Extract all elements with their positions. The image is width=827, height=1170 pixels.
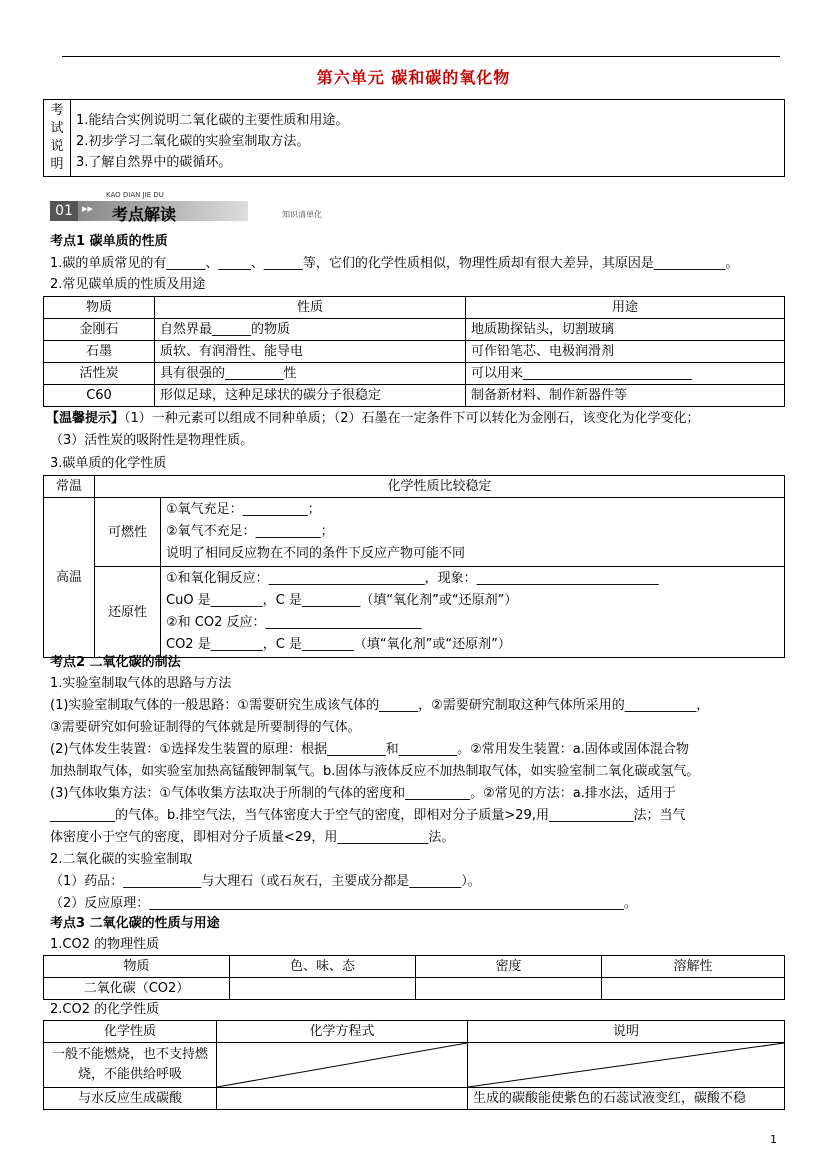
- exam-item: 3.了解自然界中的碳循环。: [76, 155, 232, 170]
- table-header-row: [44, 297, 785, 319]
- table-row: [44, 341, 785, 363]
- table-cell: 可以用来__________________________: [466, 363, 785, 385]
- exam-item: 2.初步学习二氧化碳的实验室制取方法。: [76, 134, 310, 149]
- kp2-line: (3)气体收集方法：①气体收集方法取决于所制的气体的密度和__________。②常见的方法：a.排水法，适用于: [50, 786, 676, 801]
- kp2-line: （1）药品：____________与大理石（或石灰石，主要成分都是________）。: [50, 874, 481, 889]
- kp2-line: ③需要研究如何验证制得的气体就是所要制得的气体。: [50, 720, 361, 735]
- diagonal-line: [468, 1043, 784, 1087]
- combustibility-content: [161, 498, 785, 567]
- table-cell: 一般不能燃烧，也不支持燃烧，不能供给呼吸: [44, 1043, 217, 1088]
- table-header: 物质: [44, 297, 155, 319]
- co2-physical-table: [43, 955, 785, 1000]
- kp2-line: 1.实验室制取气体的思路与方法: [50, 676, 232, 691]
- table-cell: [416, 978, 602, 1000]
- high-temp-label: 高温: [44, 498, 95, 658]
- carbon-simple-table: [43, 296, 785, 407]
- tip-line2: （3）活性炭的吸附性是物理性质。: [50, 433, 254, 448]
- kp2-line: __________的气体。b.排空气法，当气体密度大于空气的密度，即相对分子质量>29,用_____________法；当气: [50, 808, 686, 823]
- table-cell: 金刚石: [44, 319, 155, 341]
- carbon-chem-table: [43, 475, 785, 658]
- diagonal-line: [217, 1043, 467, 1087]
- table-header: 色、味、态: [230, 956, 416, 978]
- combustibility-label: 可燃性: [95, 498, 161, 567]
- kp3-line1: 1.CO2 的物理性质: [50, 937, 160, 952]
- kp1-line3: 3.碳单质的化学性质: [50, 456, 167, 471]
- table-cell: 二氧化碳（CO2）: [44, 978, 230, 1000]
- exam-label-char: 考: [50, 103, 64, 118]
- table-cell: 与水反应生成碳酸: [44, 1088, 217, 1110]
- co2-chem-table: [43, 1020, 785, 1110]
- kp2-heading: 考点2 二氧化碳的制法: [50, 655, 181, 670]
- table-cell: 自然界最______的物质: [155, 319, 466, 341]
- table-header: 性质: [155, 297, 466, 319]
- kp2-line: 加热制取气体，如实验室加热高锰酸钾制氧气。b.固体与液体反应不加热制取气体，如实验室制二氧化碳或氢气。: [50, 764, 700, 779]
- normal-temp-desc: 化学性质比较稳定: [95, 476, 785, 498]
- kp3-heading: 考点3 二氧化碳的性质与用途: [50, 916, 220, 931]
- combustibility-line: 说明了相同反应物在不同的条件下反应产物可能不同: [166, 546, 466, 561]
- table-header: 化学方程式: [217, 1021, 468, 1043]
- exam-label-char: 明: [50, 157, 64, 172]
- table-row: [44, 319, 785, 341]
- table-cell: 地质勘探钻头，切割玻璃: [466, 319, 785, 341]
- table-header: 用途: [466, 297, 785, 319]
- exam-description-box: [43, 99, 785, 177]
- table-header: 说明: [468, 1021, 785, 1043]
- kp2-line: (1)实验室制取气体的一般思路：①需要研究生成该气体的______，②需要研究制取这种气体所采用的___________，: [50, 698, 710, 713]
- banner-subtitle: 知识清单化: [282, 210, 322, 219]
- table-cell: 石墨: [44, 341, 155, 363]
- section-banner: [50, 191, 380, 224]
- table-row: [44, 385, 785, 407]
- combustibility-line: ①氧气充足：__________；: [166, 502, 321, 517]
- table-cell: 形似足球，这种足球状的碳分子很稳定: [155, 385, 466, 407]
- table-header: 密度: [416, 956, 602, 978]
- kp2-line: 体密度小于空气的密度，即相对分子质量<29，用______________法。: [50, 830, 455, 845]
- table-row: [44, 363, 785, 385]
- banner-title: 考点解读: [112, 205, 177, 224]
- diagonal-cell: [217, 1043, 468, 1088]
- banner-arrows-icon: ▸▸: [82, 202, 94, 215]
- table-cell: 活性炭: [44, 363, 155, 385]
- normal-temp-label: 常温: [44, 476, 95, 498]
- tip-label: 【温馨提示】: [46, 411, 125, 426]
- exam-items: [71, 100, 785, 177]
- reducibility-line: ②和 CO2 反应：________________________: [166, 615, 422, 630]
- page-number: 1: [770, 1133, 777, 1146]
- table-cell: 生成的碳酸能使紫色的石蕊试液变红，碳酸不稳: [468, 1088, 785, 1110]
- exam-label-char: 说: [50, 139, 64, 154]
- table-cell: 制备新材料、制作新器件等: [466, 385, 785, 407]
- banner-pinyin: KAO DIAN JIE DU: [106, 191, 164, 199]
- table-cell: [230, 978, 416, 1000]
- kp1-line2: 2.常见碳单质的性质及用途: [50, 277, 206, 292]
- reducibility-line: CuO 是________，C 是_________（填“氧化剂”或“还原剂”）: [166, 593, 518, 608]
- table-header: 溶解性: [602, 956, 785, 978]
- diagonal-cell: [468, 1043, 785, 1088]
- table-cell: 可作铅笔芯、电极润滑剂: [466, 341, 785, 363]
- table-cell: 具有很强的_________性: [155, 363, 466, 385]
- kp1-line1: 1.碳的单质常见的有______、_____、______等，它们的化学性质相似，物理性质却有很大差异，其原因是___________。: [50, 256, 739, 271]
- kp3-line2: 2.CO2 的化学性质: [50, 1002, 160, 1017]
- reducibility-line: CO2 是________，C 是________（填“氧化剂”或“还原剂”）: [166, 637, 511, 652]
- combustibility-line: ②氧气不充足：__________；: [166, 524, 334, 539]
- table-cell: [602, 978, 785, 1000]
- kp2-line: (2)气体发生装置：①选择发生装置的原理：根据_________和_________。②常用发生装置：a.固体或固体混合物: [50, 742, 689, 757]
- page-title: 第六单元 碳和碳的氧化物: [316, 68, 511, 87]
- tip-text: （1）一种元素可以组成不同种单质；（2）石墨在一定条件下可以转化为金刚石，该变化为化学变化；: [124, 411, 700, 426]
- table-cell: 质软、有润滑性、能导电: [155, 341, 466, 363]
- kp2-line: 2.二氧化碳的实验室制取: [50, 852, 193, 867]
- reducibility-label: 还原性: [95, 567, 161, 658]
- reducibility-content: [161, 567, 785, 658]
- header-rule: [62, 56, 780, 57]
- tip-line1: [46, 409, 700, 428]
- exam-item: 1.能结合实例说明二氧化碳的主要性质和用途。: [76, 113, 349, 128]
- table-cell: [217, 1088, 468, 1110]
- exam-label: [44, 100, 71, 177]
- table-header: 物质: [44, 956, 230, 978]
- exam-label-char: 试: [50, 121, 64, 136]
- reducibility-line: ①和氧化铜反应：________________________，现象：____________________________: [166, 571, 659, 586]
- table-header: 化学性质: [44, 1021, 217, 1043]
- kp2-line: （2）反应原理：_________________________________________________________________________。: [50, 896, 637, 911]
- table-cell: C60: [44, 385, 155, 407]
- kp1-heading: 考点1 碳单质的性质: [50, 234, 168, 249]
- banner-number: 01: [50, 201, 78, 221]
